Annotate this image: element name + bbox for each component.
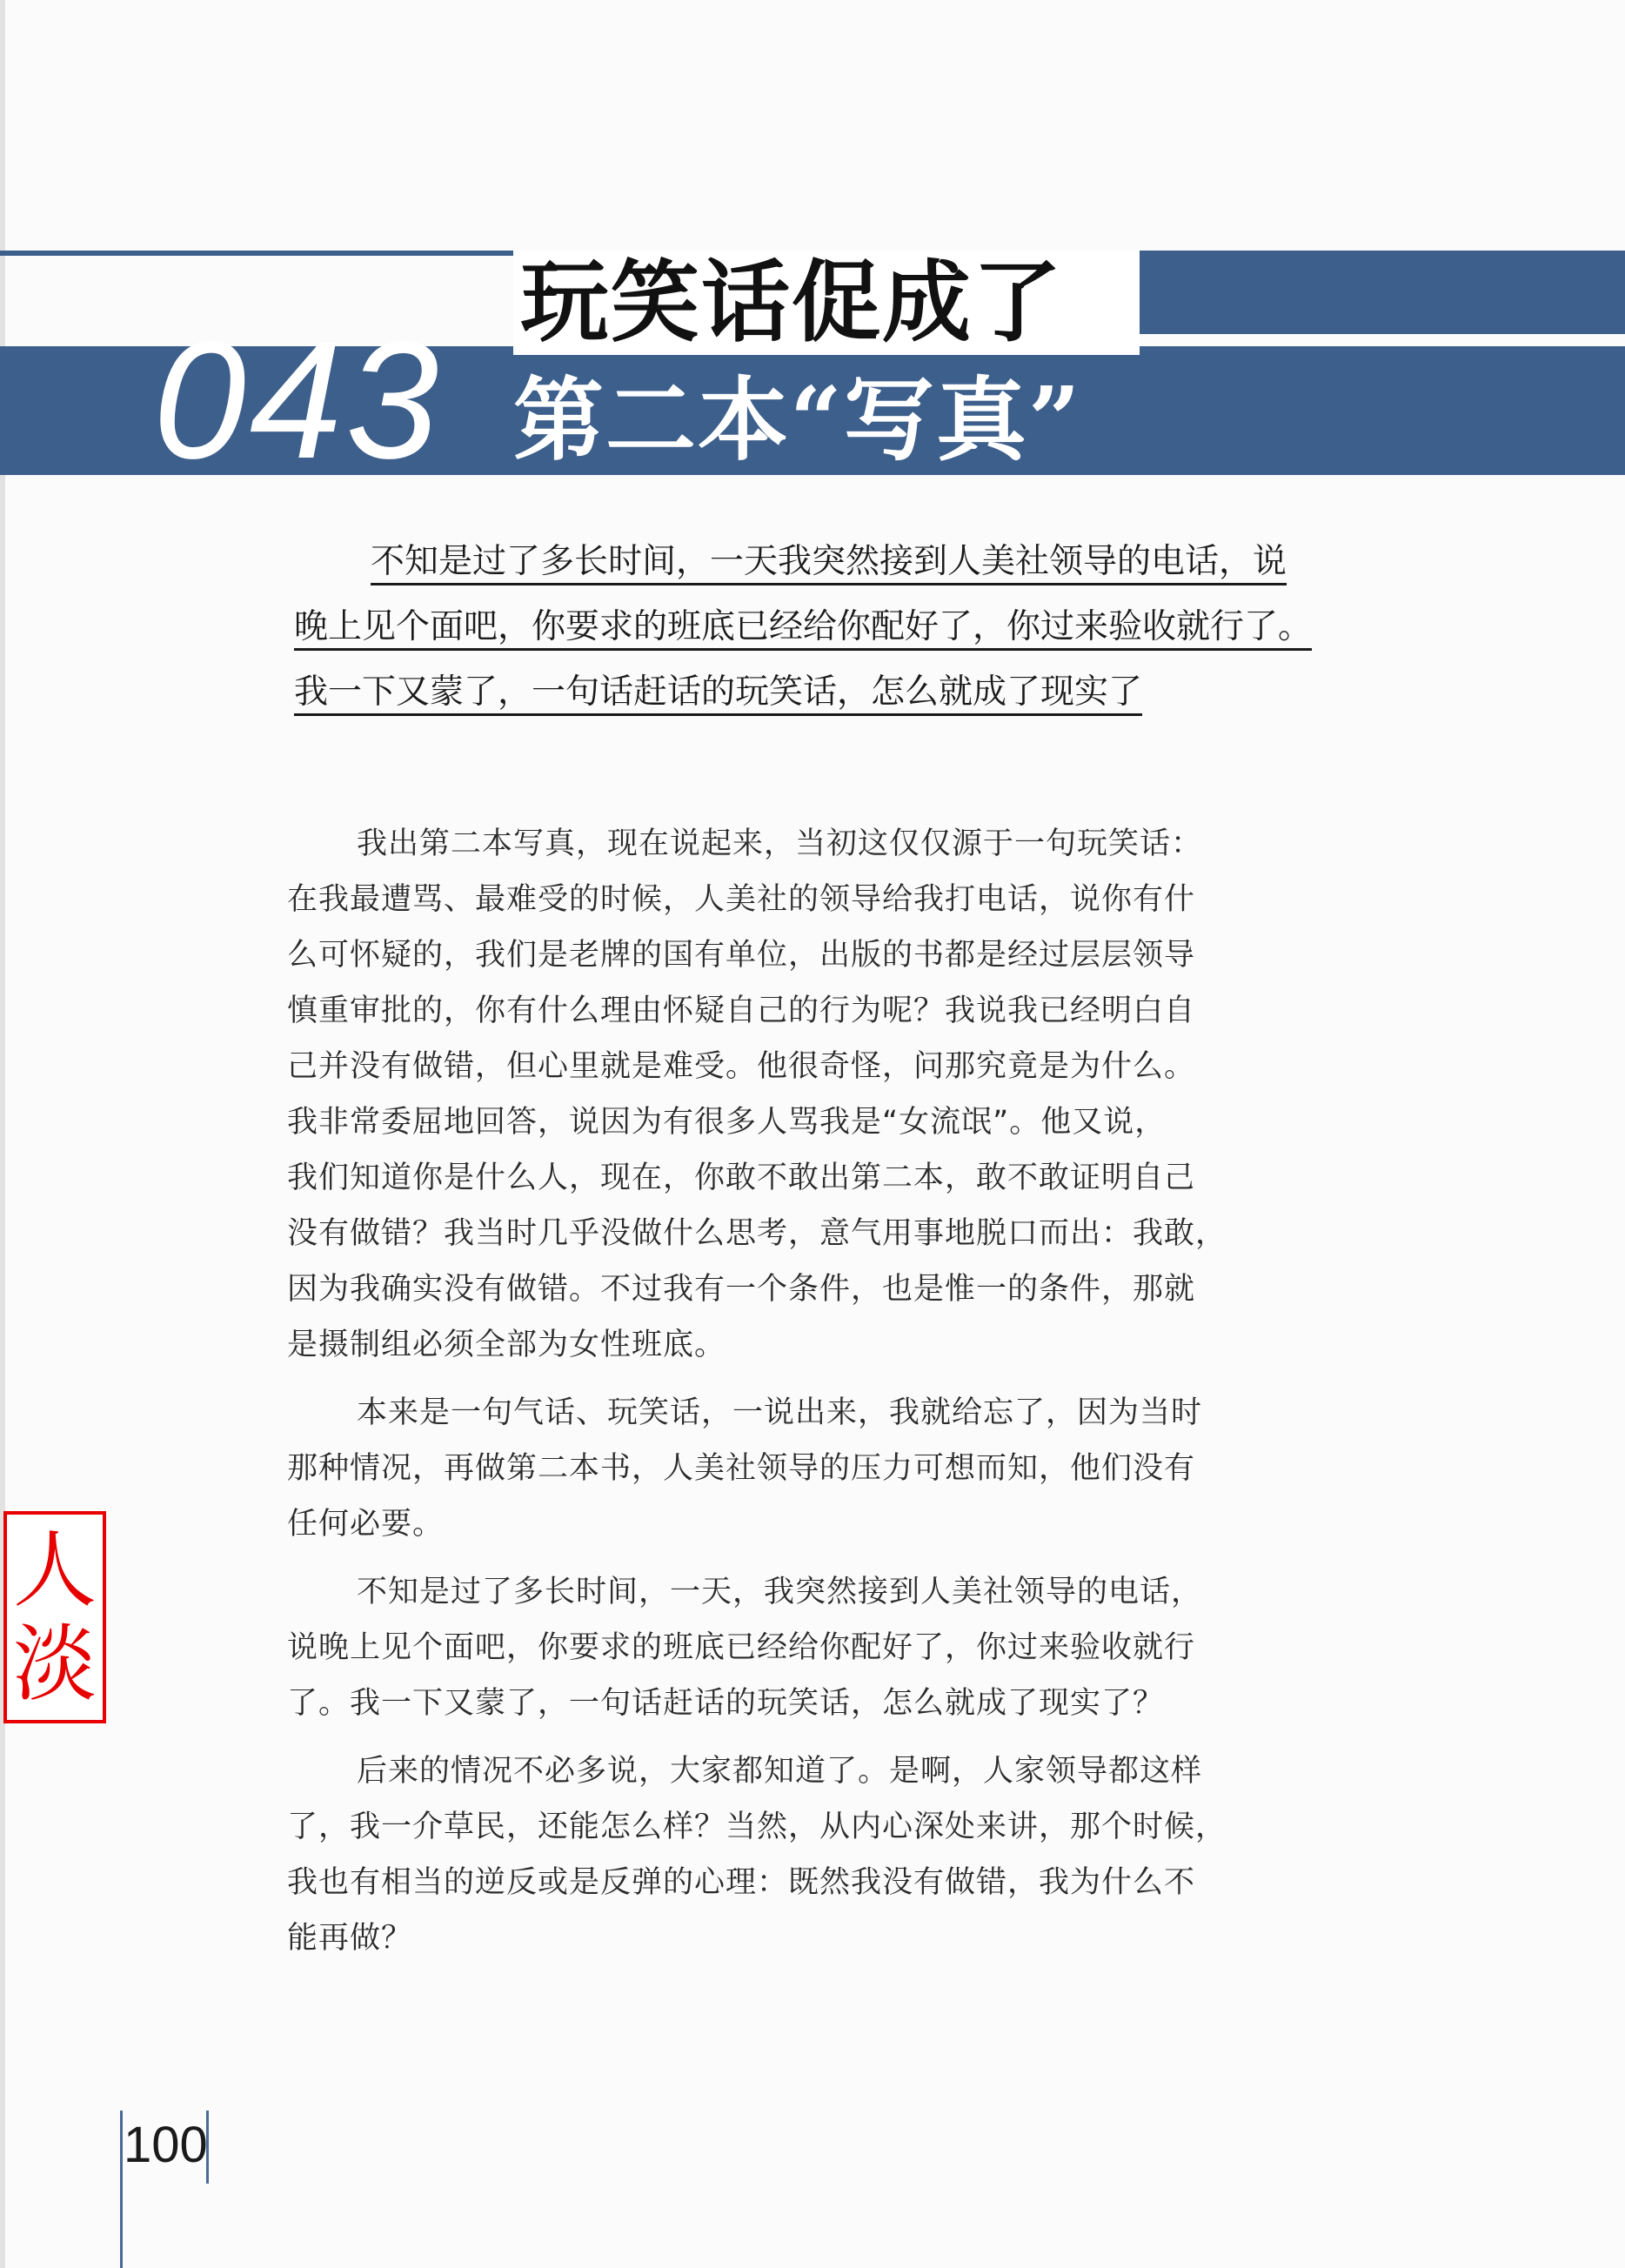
header-rule-cap: [1138, 256, 1625, 334]
body-line: 我也有相当的逆反或是反弹的心理：既然我没有做错，我为什么不: [287, 1865, 1196, 1900]
lead-paragraph: [294, 529, 1425, 725]
page-edge: [0, 0, 5, 2268]
stamp-char: 人: [13, 1522, 97, 1619]
body-line: 慎重审批的，你有什么理由怀疑自己的行为呢？我说我已经明白自: [287, 994, 1196, 1028]
body-line: 我们知道你是什么人，现在，你敢不敢出第二本，敢不敢证明自己: [287, 1161, 1196, 1195]
chapter-number: 043: [153, 306, 443, 493]
body-paragraph-2: [287, 1385, 1296, 1552]
body-line: 任何必要。: [287, 1507, 445, 1542]
lead-line: 不知是过了多长时间，一天我突然接到人美社领导的电话，说: [371, 542, 1287, 581]
body-line: 后来的情况不必多说，大家都知道了。是啊，人家领导都这样: [357, 1754, 1203, 1789]
body-line: 说晚上见个面吧，你要求的班底已经给你配好了，你过来验收就行: [287, 1630, 1196, 1665]
body-line: 能再做？: [287, 1921, 413, 1956]
body-line: 了，我一介草民，还能怎么样？当然，从内心深处来讲，那个时候，: [287, 1810, 1227, 1844]
body-line: 己并没有做错，但心里就是难受。他很奇怪，问那究竟是为什么。: [287, 1049, 1196, 1084]
body-paragraph-3: [287, 1564, 1296, 1731]
body-line: 那种情况，再做第二本书，人美社领导的压力可想而知，他们没有: [287, 1451, 1196, 1486]
body-line: 了。我一下又蒙了，一句话赶话的玩笑话，怎么就成了现实了？: [287, 1686, 1165, 1721]
body-line: 本来是一句气话、玩笑话，一说出来，我就给忘了，因为当时: [357, 1395, 1203, 1430]
body-line: 不知是过了多长时间，一天，我突然接到人美社领导的电话，: [357, 1575, 1203, 1609]
body-text: [287, 816, 1296, 1978]
body-paragraph-4: [287, 1743, 1296, 1966]
body-line: 我出第二本写真，现在说起来，当初这仅仅源于一句玩笑话：: [357, 826, 1203, 861]
body-line: 是摄制组必须全部为女性班底。: [287, 1328, 726, 1362]
stamp-char: 淡: [13, 1616, 97, 1713]
page-number-rule: [120, 2184, 123, 2268]
body-line: 么可怀疑的，我们是老牌的国有单位，出版的书都是经过层层领导: [287, 938, 1196, 973]
chapter-title-line-1: 玩笑话促成了: [513, 251, 1140, 355]
body-line: 我非常委屈地回答，说因为有很多人骂我是“女流氓”。他又说，: [287, 1105, 1167, 1140]
lead-line: 我一下又蒙了，一句话赶话的玩笑话，怎么就成了现实了: [294, 672, 1143, 712]
body-line: 因为我确实没有做错。不过我有一个条件，也是惟一的条件，那就: [287, 1272, 1196, 1307]
lead-line: 晚上见个面吧，你要求的班底已经给你配好了，你过来验收就行了。: [294, 607, 1313, 646]
body-line: 没有做错？我当时几乎没做什么思考，意气用事地脱口而出：我敢，: [287, 1216, 1227, 1251]
page-number: 100: [124, 2117, 208, 2173]
chapter-title-line-2: 第二本“写真”: [513, 366, 1082, 473]
body-line: 在我最遭骂、最难受的时候，人美社的领导给我打电话，说你有什: [287, 882, 1196, 917]
body-paragraph-1: [287, 816, 1296, 1373]
red-seal-stamp: [3, 1511, 106, 1723]
